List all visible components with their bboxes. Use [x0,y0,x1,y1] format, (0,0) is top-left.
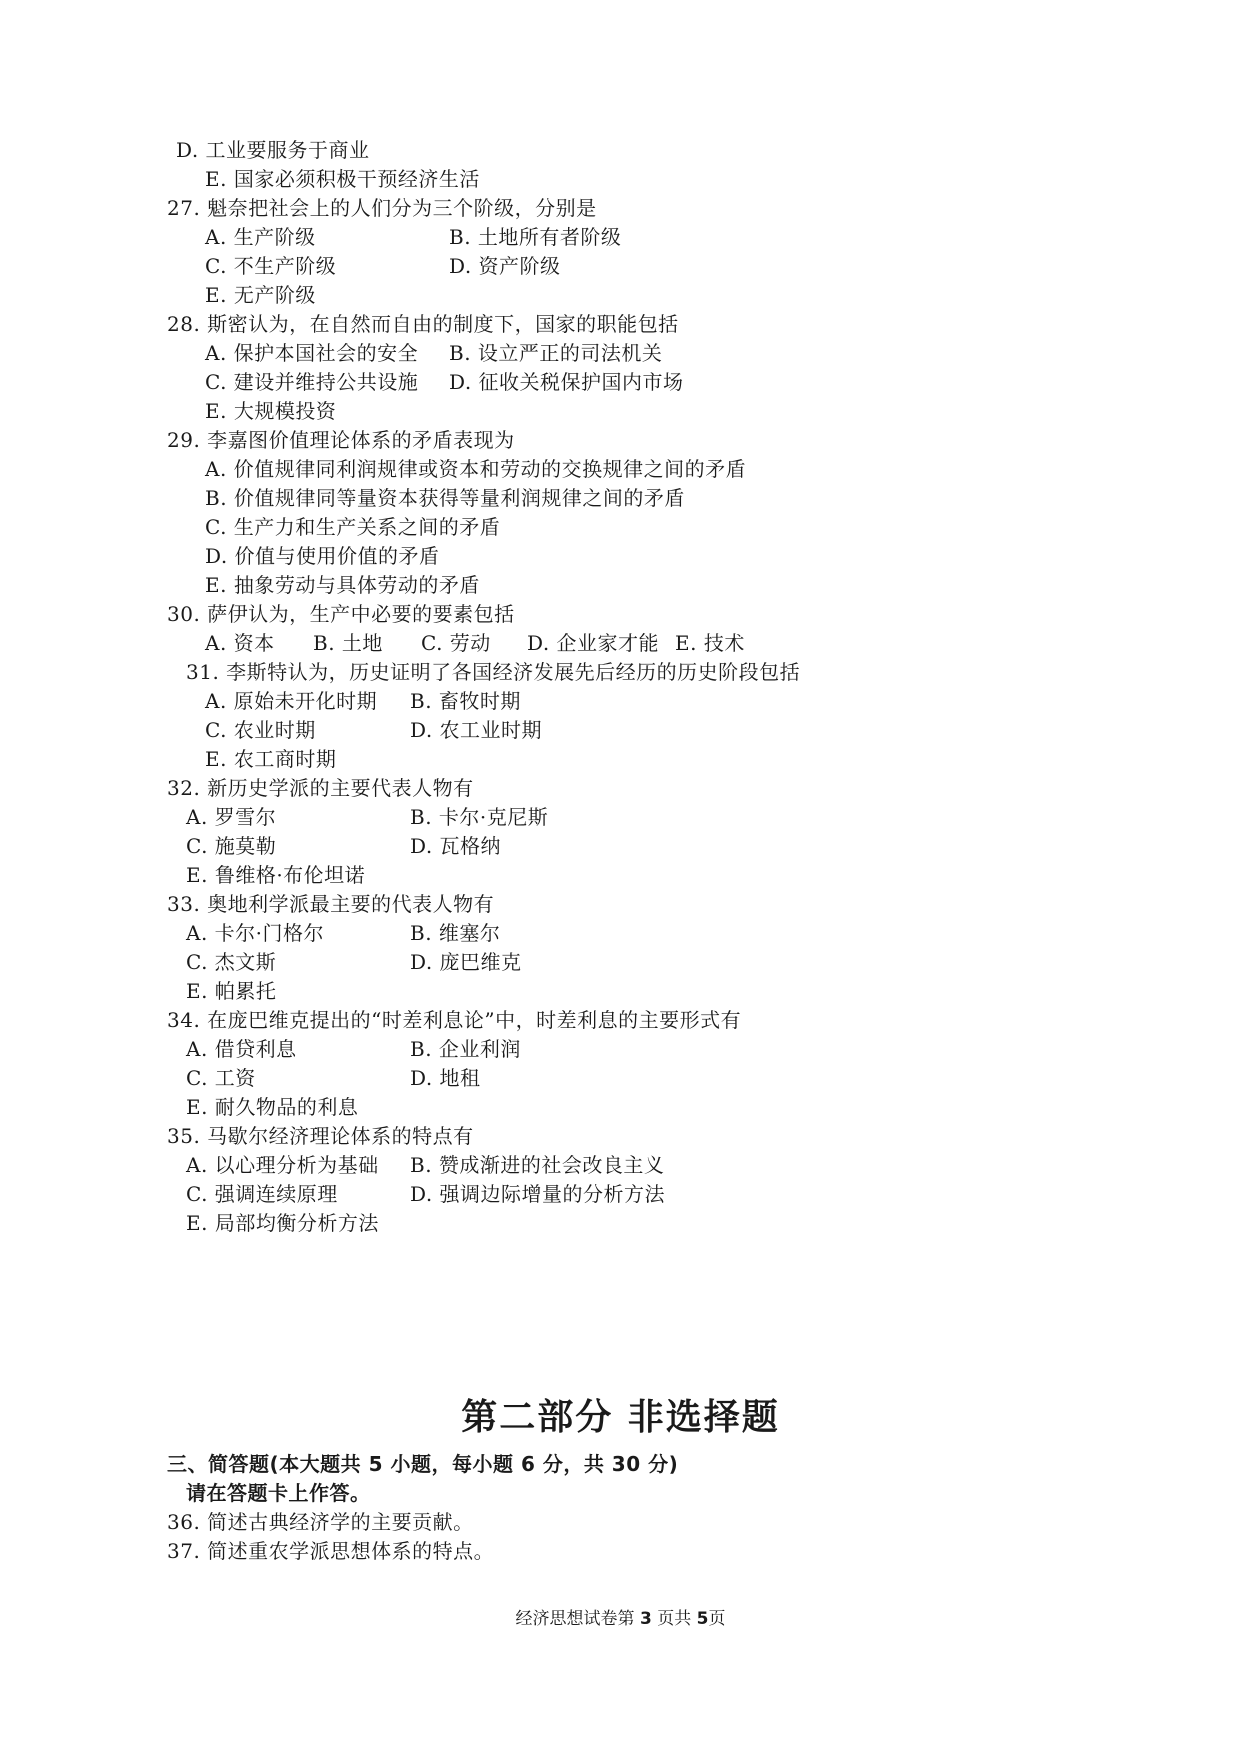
footer-middle: 页共 [651,1609,697,1629]
q35-option-a: A. 以心理分析为基础 [186,1153,379,1177]
q32-option-c: C. 施莫勒 [186,834,277,858]
q30-option-c: C. 劳动 [421,631,491,655]
q27-option-a: A. 生产阶级 [205,225,316,249]
q31-option-c: C. 农业时期 [205,718,316,742]
q32-option-b: B. 卡尔·克尼斯 [410,805,549,829]
q33-option-d: D. 庞巴维克 [410,950,522,974]
q28-stem: 28. 斯密认为，在自然而自由的制度下，国家的职能包括 [167,312,679,336]
q28-option-d: D. 征收关税保护国内市场 [449,370,684,394]
q31-option-a: A. 原始未开化时期 [205,689,378,713]
q34-option-b: B. 企业利润 [410,1037,521,1061]
q33-option-b: B. 维塞尔 [410,921,501,945]
q29-option-b: B. 价值规律同等量资本获得等量利润规律之间的矛盾 [205,486,685,510]
q28-option-a: A. 保护本国社会的安全 [205,341,419,365]
q31-option-b: B. 畜牧时期 [410,689,521,713]
q34-option-a: A. 借贷利息 [186,1037,297,1061]
q34-option-d: D. 地租 [410,1066,481,1090]
q27-option-e: E. 无产阶级 [205,283,316,307]
footer-total-pages: 5 [696,1609,709,1629]
answer-instruction: 请在答题卡上作答。 [186,1481,371,1505]
q28-option-e: E. 大规模投资 [205,399,337,423]
q27-option-d: D. 资产阶级 [449,254,561,278]
q33-option-e: E. 帕累托 [186,979,277,1003]
q31-option-e: E. 农工商时期 [205,747,337,771]
q33-option-a: A. 卡尔·门格尔 [186,921,325,945]
q27-option-c: C. 不生产阶级 [205,254,337,278]
q37-stem: 37. 简述重农学派思想体系的特点。 [167,1539,495,1563]
q35-option-b: B. 赞成渐进的社会改良主义 [410,1153,665,1177]
q30-option-d: D. 企业家才能 [527,631,660,655]
q36-stem: 36. 简述古典经济学的主要贡献。 [167,1510,474,1534]
q32-stem: 32. 新历史学派的主要代表人物有 [167,776,474,800]
footer-prefix: 经济思想试卷第 [515,1609,640,1629]
section-heading: 三、简答题(本大题共 5 小题，每小题 6 分，共 30 分) [167,1452,679,1476]
q32-option-a: A. 罗雪尔 [186,805,277,829]
part-two-title: 第二部分 非选择题 [461,1397,780,1438]
q30-option-e: E. 技术 [675,631,745,655]
q29-option-e: E. 抽象劳动与具体劳动的矛盾 [205,573,480,597]
q31-stem: 31. 李斯特认为，历史证明了各国经济发展先后经历的历史阶段包括 [186,660,801,684]
q34-option-e: E. 耐久物品的利息 [186,1095,359,1119]
q33-stem: 33. 奥地利学派最主要的代表人物有 [167,892,495,916]
q34-option-c: C. 工资 [186,1066,256,1090]
q28-option-c: C. 建设并维持公共设施 [205,370,419,394]
q27-stem: 27. 魁奈把社会上的人们分为三个阶级，分别是 [167,196,597,220]
q33-option-c: C. 杰文斯 [186,950,277,974]
footer-suffix: 页 [708,1609,726,1629]
q29-stem: 29. 李嘉图价值理论体系的矛盾表现为 [167,428,515,452]
q29-option-a: A. 价值规律同利润规律或资本和劳动的交换规律之间的矛盾 [205,457,747,481]
q35-option-c: C. 强调连续原理 [186,1182,338,1206]
q29-option-d: D. 价值与使用价值的矛盾 [205,544,440,568]
q30-option-b: B. 土地 [313,631,383,655]
q35-option-e: E. 局部均衡分析方法 [186,1211,379,1235]
q32-option-e: E. 鲁维格·布伦坦诺 [186,863,366,887]
q28-option-b: B. 设立严正的司法机关 [449,341,663,365]
q32-option-d: D. 瓦格纳 [410,834,502,858]
q34-stem: 34. 在庞巴维克提出的“时差利息论”中，时差利息的主要形式有 [167,1008,742,1032]
q31-option-d: D. 农工业时期 [410,718,543,742]
q35-stem: 35. 马歇尔经济理论体系的特点有 [167,1124,474,1148]
q26-option-d: D. 工业要服务于商业 [176,138,370,162]
page-footer [0,1608,1241,1630]
footer-page-number: 3 [639,1609,652,1629]
q30-option-a: A. 资本 [205,631,275,655]
q35-option-d: D. 强调边际增量的分析方法 [410,1182,666,1206]
q26-option-e: E. 国家必须积极干预经济生活 [205,167,480,191]
q27-option-b: B. 土地所有者阶级 [449,225,622,249]
q30-stem: 30. 萨伊认为，生产中必要的要素包括 [167,602,515,626]
q29-option-c: C. 生产力和生产关系之间的矛盾 [205,515,501,539]
